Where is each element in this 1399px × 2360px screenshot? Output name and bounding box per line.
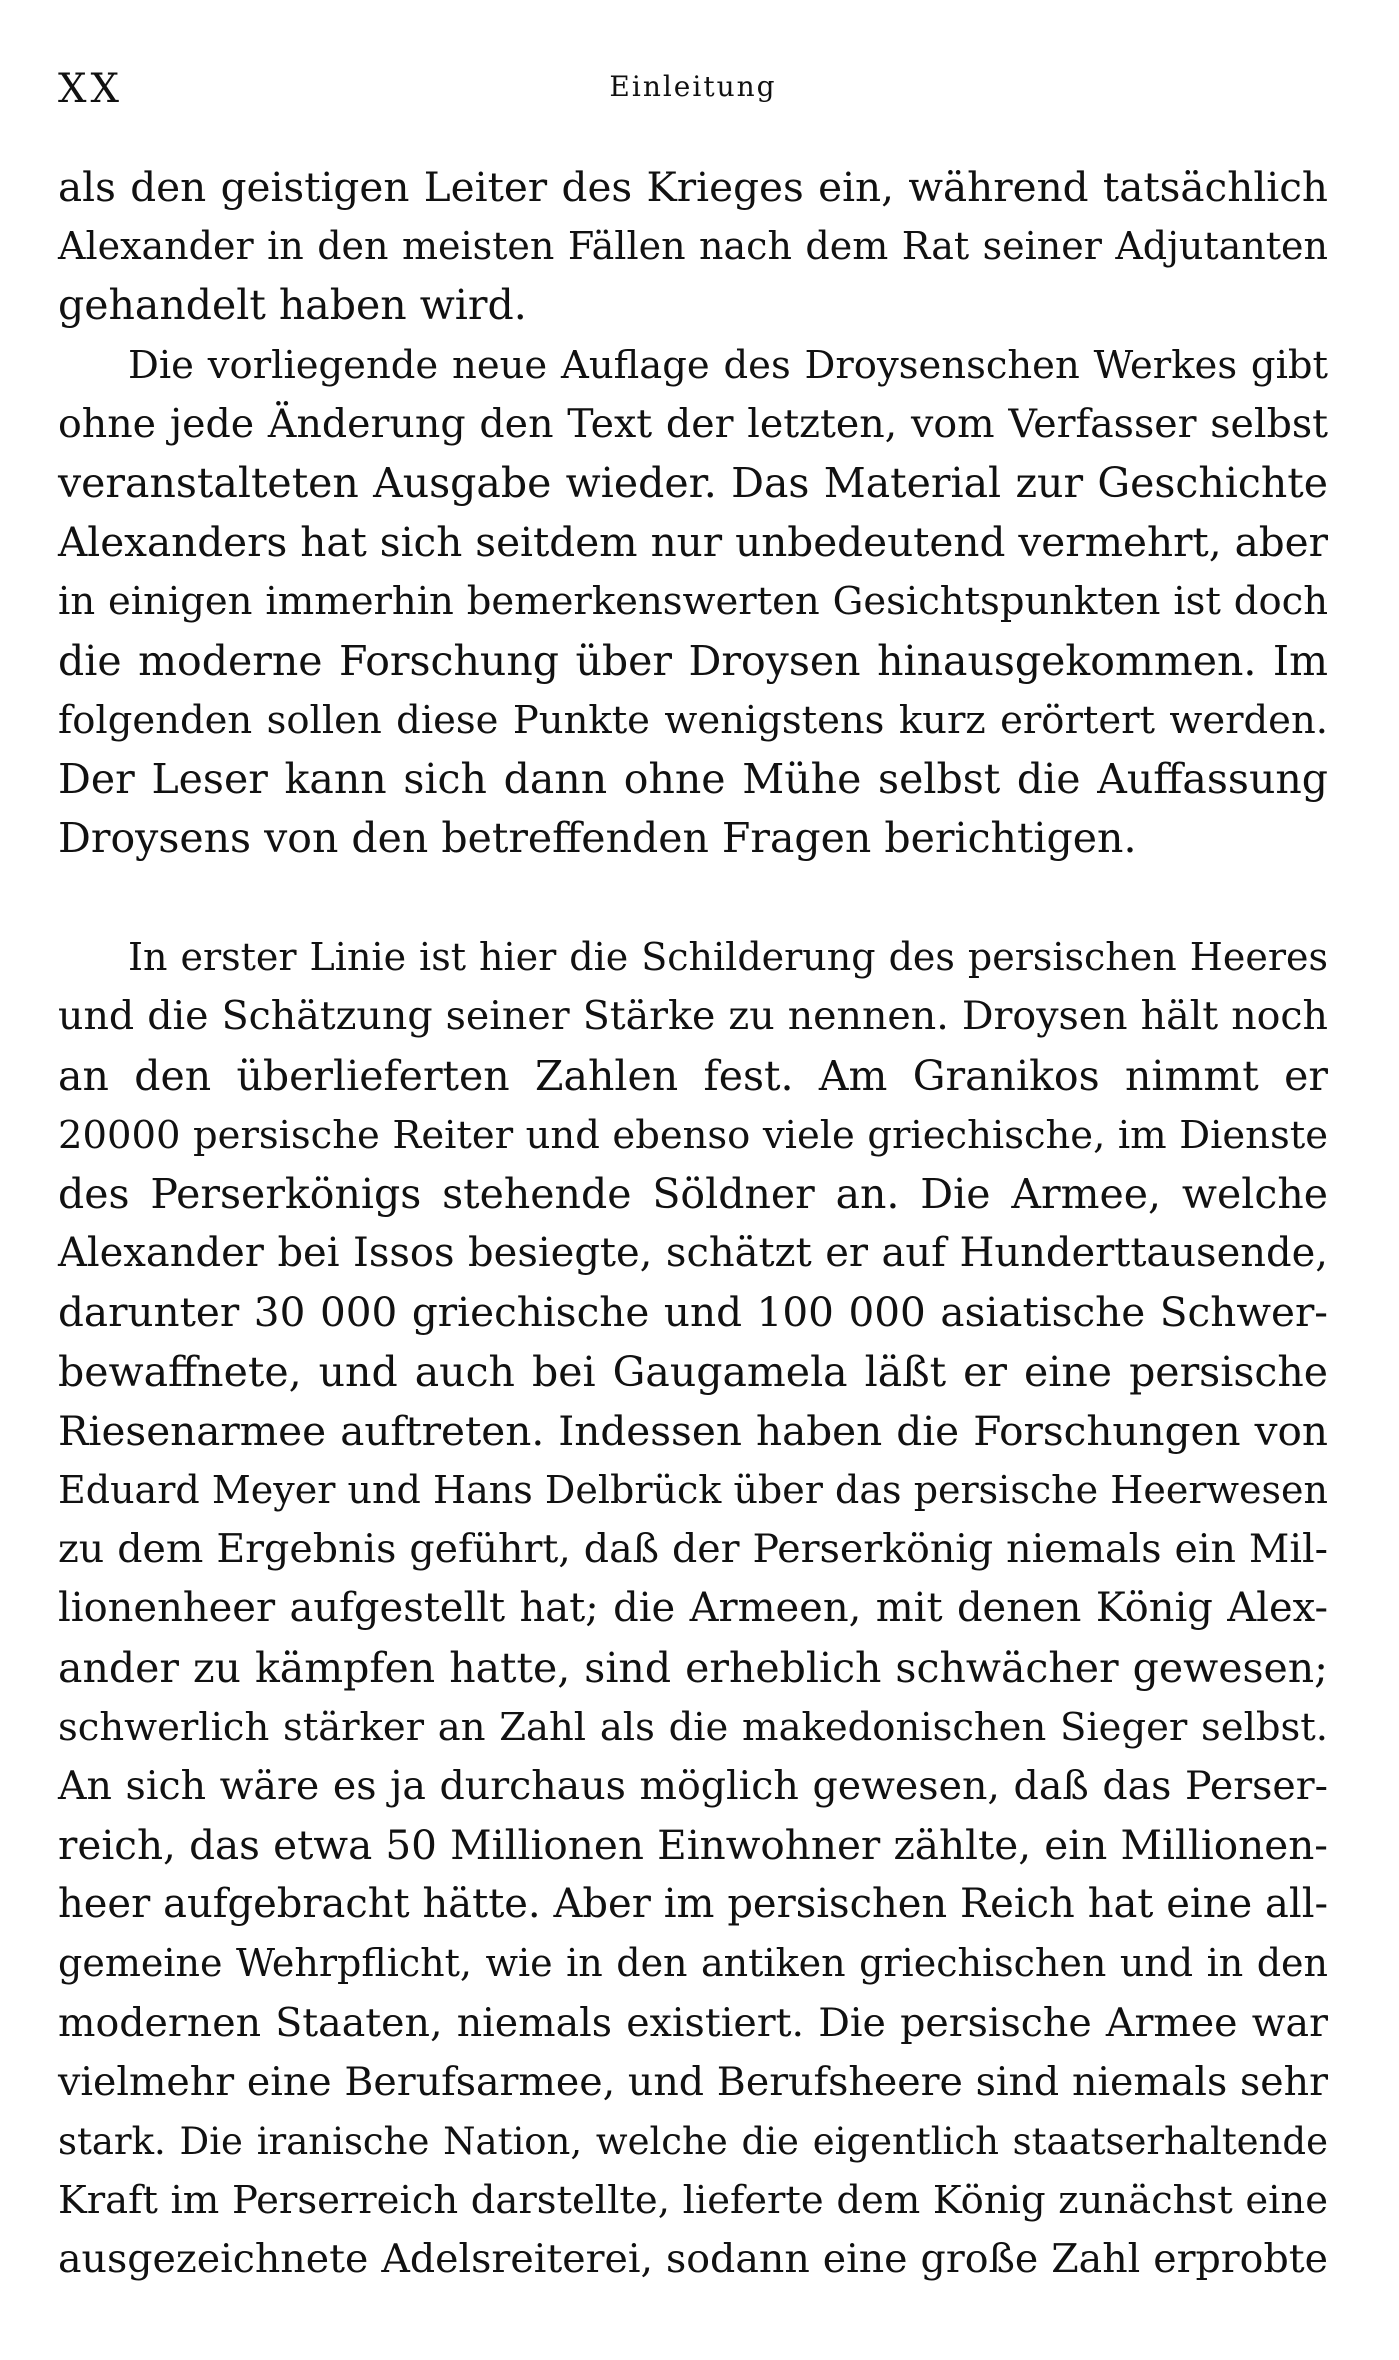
text-line: Droysens von den betreffenden Fragen berichtigen. xyxy=(58,814,1137,863)
text-line: Eduard Meyer und Hans Delbrück über das persische Heerwesen xyxy=(58,1467,1328,1512)
text-line: Der Leser kann sich dann ohne Mühe selbst die Auffassung xyxy=(58,754,1328,803)
text-line: gehandelt haben wird. xyxy=(58,281,527,330)
text-line: an den überlieferten Zahlen fest. Am Granikos nimmt er xyxy=(58,1051,1328,1100)
text-line: lionenheer aufgestellt hat; die Armeen, mit denen König Alex- xyxy=(58,1585,1328,1632)
text-line: ohne jede Änderung den Text der letzten, vom Verfasser selbst xyxy=(58,400,1328,447)
text-line: stark. Die iranische Nation, welche die eigentlich staatserhaltende xyxy=(58,2120,1328,2163)
text-line: ander zu kämpfen hatte, sind erheblich schwächer gewesen; xyxy=(58,1643,1328,1692)
text-line: Kraft im Perserreich darstellte, lieferte dem König zunächst eine xyxy=(58,2178,1328,2224)
text-line: als den geistigen Leiter des Krieges ein, während tatsächlich xyxy=(58,163,1328,211)
text-line: reich, das etwa 50 Millionen Einwohner zählte, ein Millionen- xyxy=(58,1821,1328,1870)
text-line: bewaffnete, und auch bei Gaugamela läßt er eine persische xyxy=(58,1347,1328,1396)
paragraph xyxy=(58,158,1328,336)
text-line: die moderne Forschung über Droysen hinausgekommen. Im xyxy=(58,636,1328,685)
text-line: gemeine Wehrpflicht, wie in den antiken griechischen und in den xyxy=(58,1941,1328,1986)
text-line: Riesenarmee auftreten. Indessen haben die Forschungen von xyxy=(58,1406,1328,1455)
running-title: Einleitung xyxy=(609,70,777,103)
text-line: Die vorliegende neue Auflage des Droysenschen Werkes gibt xyxy=(128,342,1328,388)
text-line: schwerlich stärker an Zahl als die makedonischen Sieger selbst. xyxy=(58,1704,1328,1750)
text-line: In erster Linie ist hier die Schilderung des persischen Heeres xyxy=(128,935,1328,980)
text-line: folgenden sollen diese Punkte wenigstens kurz erörtert werden. xyxy=(58,697,1328,743)
text-line: Alexanders hat sich seitdem nur unbedeutend vermehrt, aber xyxy=(58,518,1328,567)
section-gap xyxy=(58,868,1328,928)
text-line: und die Schätzung seiner Stärke zu nennen. Droysen hält noch xyxy=(58,993,1328,1040)
body-text xyxy=(58,158,1328,2290)
text-line: vielmehr eine Berufsarmee, und Berufsheere sind niemals sehr xyxy=(58,2058,1328,2105)
text-line: zu dem Ergebnis geführt, daß der Perserkönig niemals ein Mil- xyxy=(58,1526,1328,1573)
text-line: darunter 30 000 griechische und 100 000 asiatische Schwer- xyxy=(58,1288,1328,1337)
page-number: XX xyxy=(58,66,123,112)
text-line: veranstalteten Ausgabe wieder. Das Material zur Geschichte xyxy=(58,458,1328,507)
text-line: heer aufgebracht hätte. Aber im persischen Reich hat eine all- xyxy=(58,1881,1328,1928)
text-line: des Perserkönigs stehende Söldner an. Die Armee, welche xyxy=(58,1170,1328,1218)
text-line: 20000 persische Reiter und ebenso viele griechische, im Dienste xyxy=(58,1112,1328,1158)
text-line: in einigen immerhin bemerkenswerten Gesichtspunkten ist doch xyxy=(58,579,1328,625)
text-line: modernen Staaten, niemals existiert. Die persische Armee war xyxy=(58,1999,1328,2046)
text-line: Alexander in den meisten Fällen nach dem Rat seiner Adjutanten xyxy=(58,224,1328,269)
text-line: An sich wäre es ja durchaus möglich gewesen, daß das Perser- xyxy=(58,1762,1328,1809)
paragraph xyxy=(58,928,1328,2289)
text-line: Alexander bei Issos besiegte, schätzt er auf Hunderttausende, xyxy=(58,1230,1328,1277)
paragraph xyxy=(58,336,1328,869)
page-header xyxy=(58,60,1328,130)
text-line: ausgezeichnete Adelsreiterei, sodann eine große Zahl erprobte xyxy=(58,2236,1328,2283)
